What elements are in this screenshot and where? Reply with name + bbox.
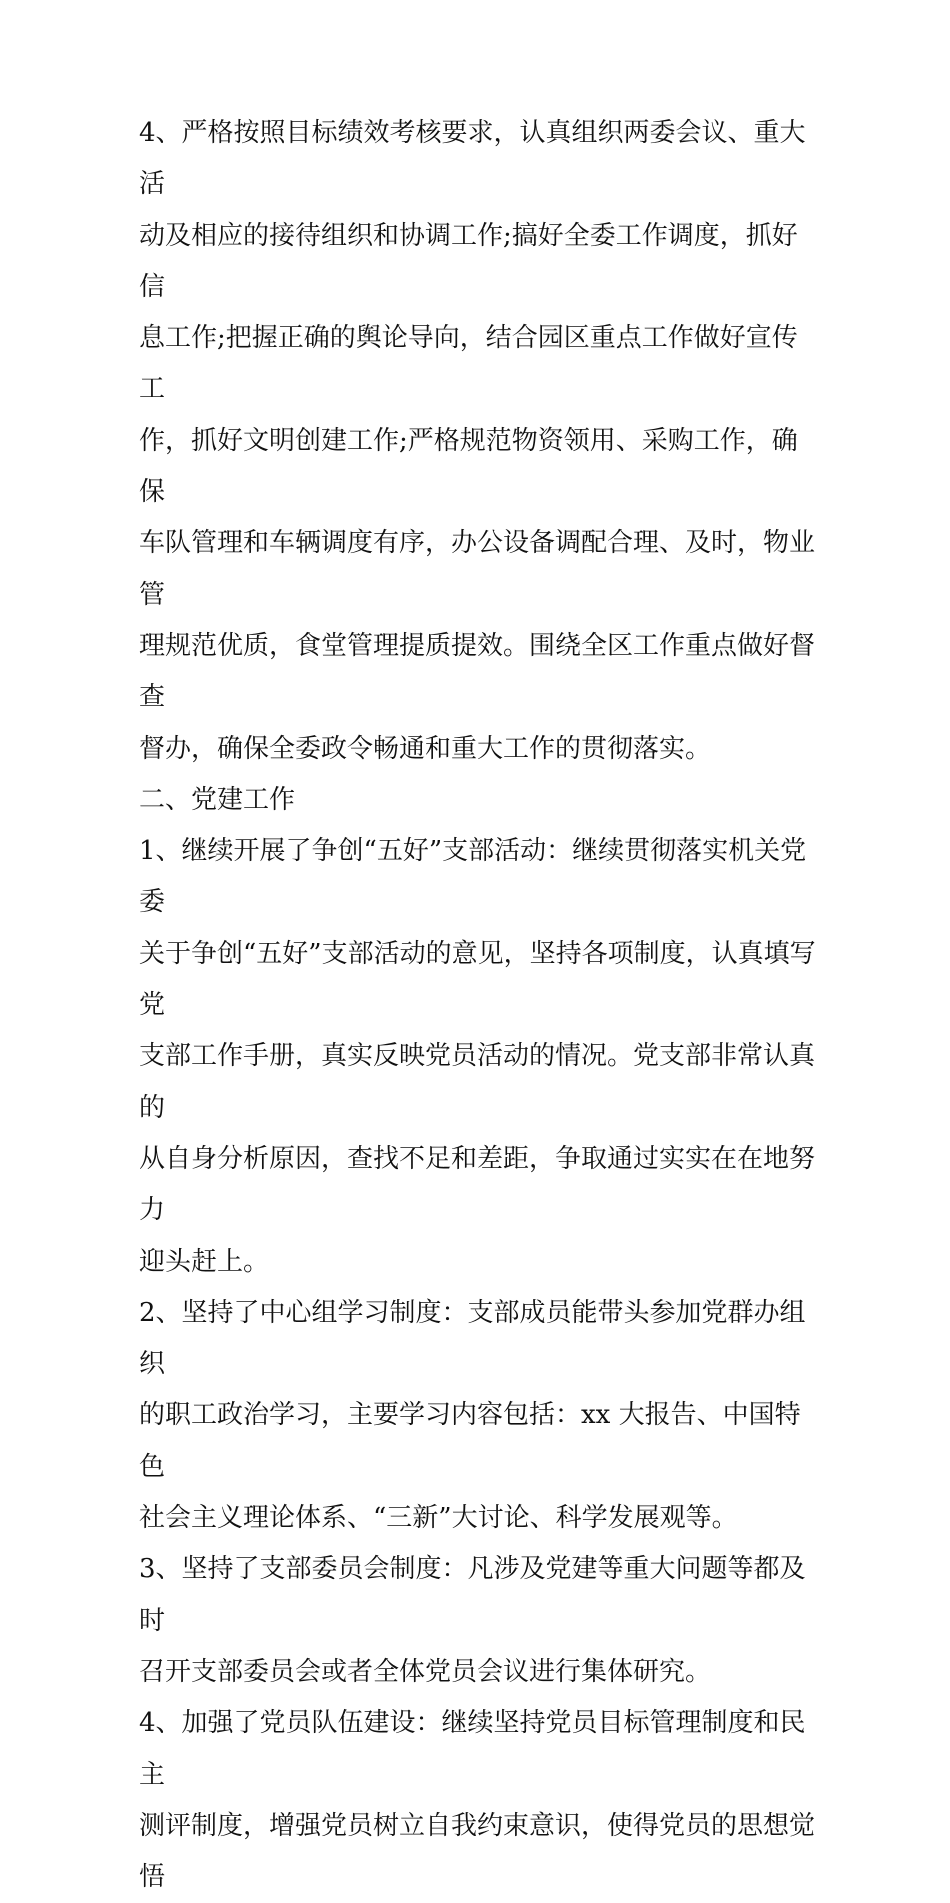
paragraph-party-item-2: 2、坚持了中心组学习制度：支部成员能带头参加党群办组织 的职工政治学习，主要学习内容包括：xx 大报告、中国特色 社会主义理论体系、“三新”大讨论、科学发展观等。 <box>139 1297 806 1534</box>
paragraph-party-item-1: 1、继续开展了争创“五好”支部活动：继续贯彻落实机关党委 关于争创“五好”支部活动的意见，坚持各项制度，认真填写党 支部工作手册，真实反映党员活动的情况。党支部非常认真的 从自身分析原因，查找不足和差距，争取通过实实在在地努力 迎头赶上。 <box>139 836 816 1277</box>
paragraph-admin-work-item-4: 4、严格按照目标绩效考核要求，认真组织两委会议、重大活 动及相应的接待组织和协调工作;搞好全委工作调度，抓好信 息工作;把握正确的舆论导向，结合园区重点工作做好宣传工 作，抓好文明创建工作;严格规范物资领用、采购工作，确保 车队管理和车辆调度有序，办公设备调配合理、及时，物业管 理规范优质，食堂管理提质提效。围绕全区工作重点做好督查 督办，确保全委政令畅通和重大工作的贯彻落实。 <box>139 118 816 764</box>
document-body <box>139 108 819 1903</box>
paragraph-party-item-4: 4、加强了党员队伍建设：继续坚持党员目标管理制度和民主 测评制度，增强党员树立自我约束意识，使得党员的思想觉悟 <box>139 1708 816 1893</box>
paragraph-party-item-3: 3、坚持了支部委员会制度：凡涉及党建等重大问题等都及时 召开支部委员会或者全体党员会议进行集体研究。 <box>139 1554 806 1687</box>
section-heading-party-building: 二、党建工作 <box>139 784 296 815</box>
